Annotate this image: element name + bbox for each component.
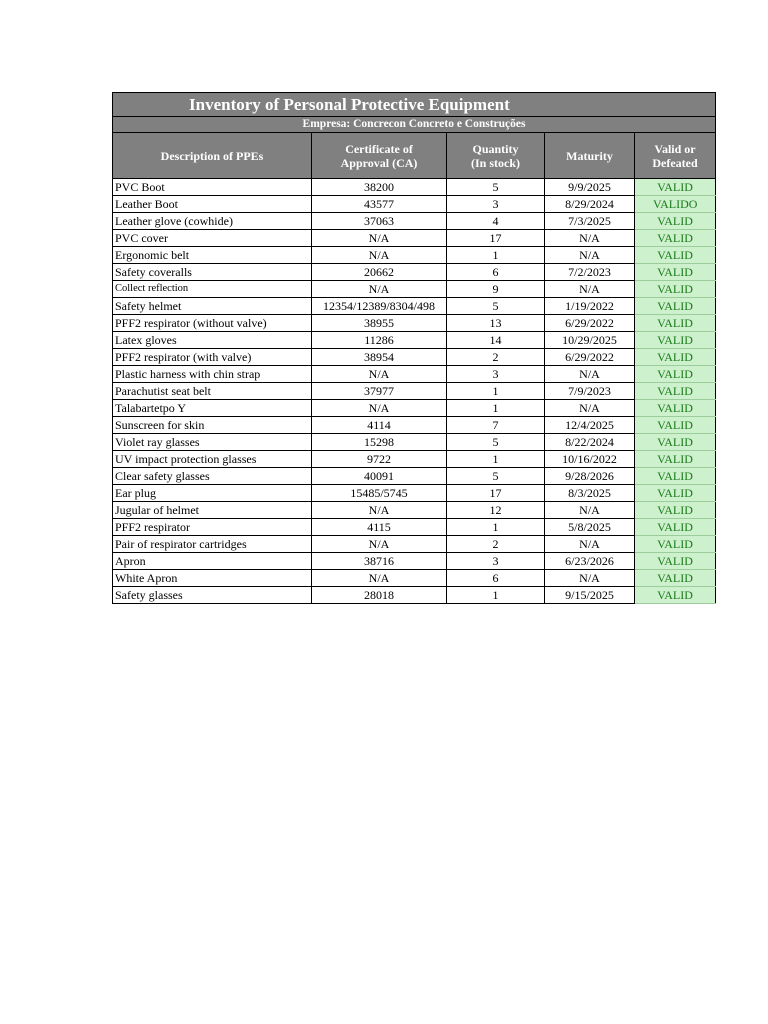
table-row (113, 383, 716, 400)
cell-quantity: 9 (447, 281, 545, 298)
ppe-inventory-table (112, 92, 716, 604)
table-row (113, 536, 716, 553)
cell-quantity: 5 (447, 298, 545, 315)
cell-maturity: N/A (545, 281, 635, 298)
cell-description: Violet ray glasses (113, 434, 312, 451)
cell-ca: N/A (312, 366, 447, 383)
cell-quantity: 12 (447, 502, 545, 519)
cell-status: VALID (635, 281, 716, 298)
table-row (113, 502, 716, 519)
cell-maturity: 9/9/2025 (545, 179, 635, 196)
cell-status: VALID (635, 519, 716, 536)
cell-maturity: N/A (545, 536, 635, 553)
cell-quantity: 17 (447, 485, 545, 502)
cell-description: Sunscreen for skin (113, 417, 312, 434)
cell-description: PFF2 respirator (113, 519, 312, 536)
table-row (113, 281, 716, 298)
cell-quantity: 1 (447, 383, 545, 400)
cell-quantity: 5 (447, 468, 545, 485)
cell-quantity: 13 (447, 315, 545, 332)
table-row (113, 264, 716, 281)
cell-status: VALID (635, 400, 716, 417)
company-name: Empresa: Concrecon Concreto e Construções (113, 117, 716, 133)
table-row (113, 553, 716, 570)
column-header-status: Valid or Defeated (635, 133, 716, 179)
column-header-description: Description of PPEs (113, 133, 312, 179)
cell-description: Safety coveralls (113, 264, 312, 281)
table-row (113, 519, 716, 536)
table-row (113, 332, 716, 349)
cell-maturity: 6/23/2026 (545, 553, 635, 570)
cell-status: VALID (635, 383, 716, 400)
cell-description: Clear safety glasses (113, 468, 312, 485)
cell-status: VALID (635, 468, 716, 485)
cell-status: VALID (635, 451, 716, 468)
cell-quantity: 4 (447, 213, 545, 230)
cell-ca: 38954 (312, 349, 447, 366)
cell-ca: 40091 (312, 468, 447, 485)
cell-ca: 12354/12389/8304/498 (312, 298, 447, 315)
cell-maturity: N/A (545, 502, 635, 519)
cell-maturity: 9/28/2026 (545, 468, 635, 485)
table-row (113, 451, 716, 468)
cell-quantity: 1 (447, 400, 545, 417)
cell-ca: 37977 (312, 383, 447, 400)
cell-maturity: 7/2/2023 (545, 264, 635, 281)
cell-description: Collect reflection (113, 281, 312, 298)
cell-maturity: 7/9/2023 (545, 383, 635, 400)
cell-quantity: 6 (447, 570, 545, 587)
column-header-quantity: Quantity (In stock) (447, 133, 545, 179)
cell-ca: 38716 (312, 553, 447, 570)
cell-quantity: 2 (447, 349, 545, 366)
table-row (113, 417, 716, 434)
cell-quantity: 3 (447, 366, 545, 383)
cell-ca: N/A (312, 400, 447, 417)
cell-maturity: N/A (545, 247, 635, 264)
cell-ca: 9722 (312, 451, 447, 468)
table-row (113, 196, 716, 213)
table-row (113, 587, 716, 604)
cell-description: PVC Boot (113, 179, 312, 196)
cell-quantity: 1 (447, 519, 545, 536)
cell-status: VALID (635, 179, 716, 196)
cell-status: VALID (635, 553, 716, 570)
table-row (113, 570, 716, 587)
cell-status: VALID (635, 213, 716, 230)
cell-quantity: 2 (447, 536, 545, 553)
cell-status: VALID (635, 536, 716, 553)
cell-status: VALID (635, 417, 716, 434)
cell-status: VALID (635, 349, 716, 366)
cell-status: VALIDO (635, 196, 716, 213)
cell-description: Parachutist seat belt (113, 383, 312, 400)
cell-description: Safety helmet (113, 298, 312, 315)
cell-quantity: 14 (447, 332, 545, 349)
cell-description: Apron (113, 553, 312, 570)
cell-ca: N/A (312, 570, 447, 587)
cell-quantity: 1 (447, 247, 545, 264)
cell-ca: 38200 (312, 179, 447, 196)
cell-ca: 4114 (312, 417, 447, 434)
table-row (113, 366, 716, 383)
table-row (113, 468, 716, 485)
cell-ca: 28018 (312, 587, 447, 604)
cell-description: Jugular of helmet (113, 502, 312, 519)
title-row (113, 93, 716, 117)
cell-description: Leather Boot (113, 196, 312, 213)
cell-status: VALID (635, 315, 716, 332)
cell-description: Leather glove (cowhide) (113, 213, 312, 230)
cell-description: PFF2 respirator (with valve) (113, 349, 312, 366)
cell-maturity: 8/3/2025 (545, 485, 635, 502)
cell-quantity: 17 (447, 230, 545, 247)
cell-status: VALID (635, 298, 716, 315)
cell-ca: 11286 (312, 332, 447, 349)
table-row (113, 213, 716, 230)
cell-status: VALID (635, 485, 716, 502)
cell-maturity: 10/16/2022 (545, 451, 635, 468)
cell-maturity: N/A (545, 366, 635, 383)
cell-quantity: 3 (447, 196, 545, 213)
cell-description: Talabartetpo Y (113, 400, 312, 417)
company-row (113, 117, 716, 133)
cell-ca: N/A (312, 536, 447, 553)
cell-description: Latex gloves (113, 332, 312, 349)
cell-quantity: 5 (447, 434, 545, 451)
page-title: Inventory of Personal Protective Equipment (113, 93, 716, 117)
cell-maturity: 10/29/2025 (545, 332, 635, 349)
cell-status: VALID (635, 264, 716, 281)
cell-ca: 43577 (312, 196, 447, 213)
cell-description: White Apron (113, 570, 312, 587)
column-header-maturity: Maturity (545, 133, 635, 179)
cell-maturity: 6/29/2022 (545, 349, 635, 366)
cell-ca: N/A (312, 247, 447, 264)
cell-quantity: 6 (447, 264, 545, 281)
cell-ca: 15485/5745 (312, 485, 447, 502)
cell-status: VALID (635, 434, 716, 451)
cell-maturity: 9/15/2025 (545, 587, 635, 604)
table-row (113, 298, 716, 315)
cell-status: VALID (635, 230, 716, 247)
cell-ca: N/A (312, 230, 447, 247)
cell-ca: N/A (312, 502, 447, 519)
cell-status: VALID (635, 587, 716, 604)
cell-maturity: 5/8/2025 (545, 519, 635, 536)
cell-status: VALID (635, 332, 716, 349)
cell-maturity: N/A (545, 570, 635, 587)
cell-description: PFF2 respirator (without valve) (113, 315, 312, 332)
table-row (113, 349, 716, 366)
cell-description: Plastic harness with chin strap (113, 366, 312, 383)
cell-description: Safety glasses (113, 587, 312, 604)
table-row (113, 434, 716, 451)
cell-maturity: 6/29/2022 (545, 315, 635, 332)
cell-ca: 4115 (312, 519, 447, 536)
cell-status: VALID (635, 570, 716, 587)
cell-description: Ear plug (113, 485, 312, 502)
table-row (113, 400, 716, 417)
cell-maturity: N/A (545, 400, 635, 417)
cell-maturity: 7/3/2025 (545, 213, 635, 230)
header-row (113, 133, 716, 179)
column-header-ca: Certificate of Approval (CA) (312, 133, 447, 179)
cell-quantity: 7 (447, 417, 545, 434)
cell-maturity: 12/4/2025 (545, 417, 635, 434)
table-row (113, 247, 716, 264)
cell-quantity: 1 (447, 451, 545, 468)
cell-status: VALID (635, 366, 716, 383)
table-row (113, 179, 716, 196)
cell-quantity: 1 (447, 587, 545, 604)
cell-quantity: 3 (447, 553, 545, 570)
table-body (113, 179, 716, 604)
table-row (113, 315, 716, 332)
cell-status: VALID (635, 502, 716, 519)
cell-ca: 37063 (312, 213, 447, 230)
table-row (113, 485, 716, 502)
cell-ca: 15298 (312, 434, 447, 451)
cell-maturity: 8/29/2024 (545, 196, 635, 213)
cell-ca: N/A (312, 281, 447, 298)
cell-maturity: 1/19/2022 (545, 298, 635, 315)
cell-ca: 38955 (312, 315, 447, 332)
cell-maturity: N/A (545, 230, 635, 247)
cell-description: Pair of respirator cartridges (113, 536, 312, 553)
cell-maturity: 8/22/2024 (545, 434, 635, 451)
cell-description: Ergonomic belt (113, 247, 312, 264)
cell-status: VALID (635, 247, 716, 264)
table-row (113, 230, 716, 247)
cell-description: UV impact protection glasses (113, 451, 312, 468)
cell-ca: 20662 (312, 264, 447, 281)
cell-quantity: 5 (447, 179, 545, 196)
cell-description: PVC cover (113, 230, 312, 247)
